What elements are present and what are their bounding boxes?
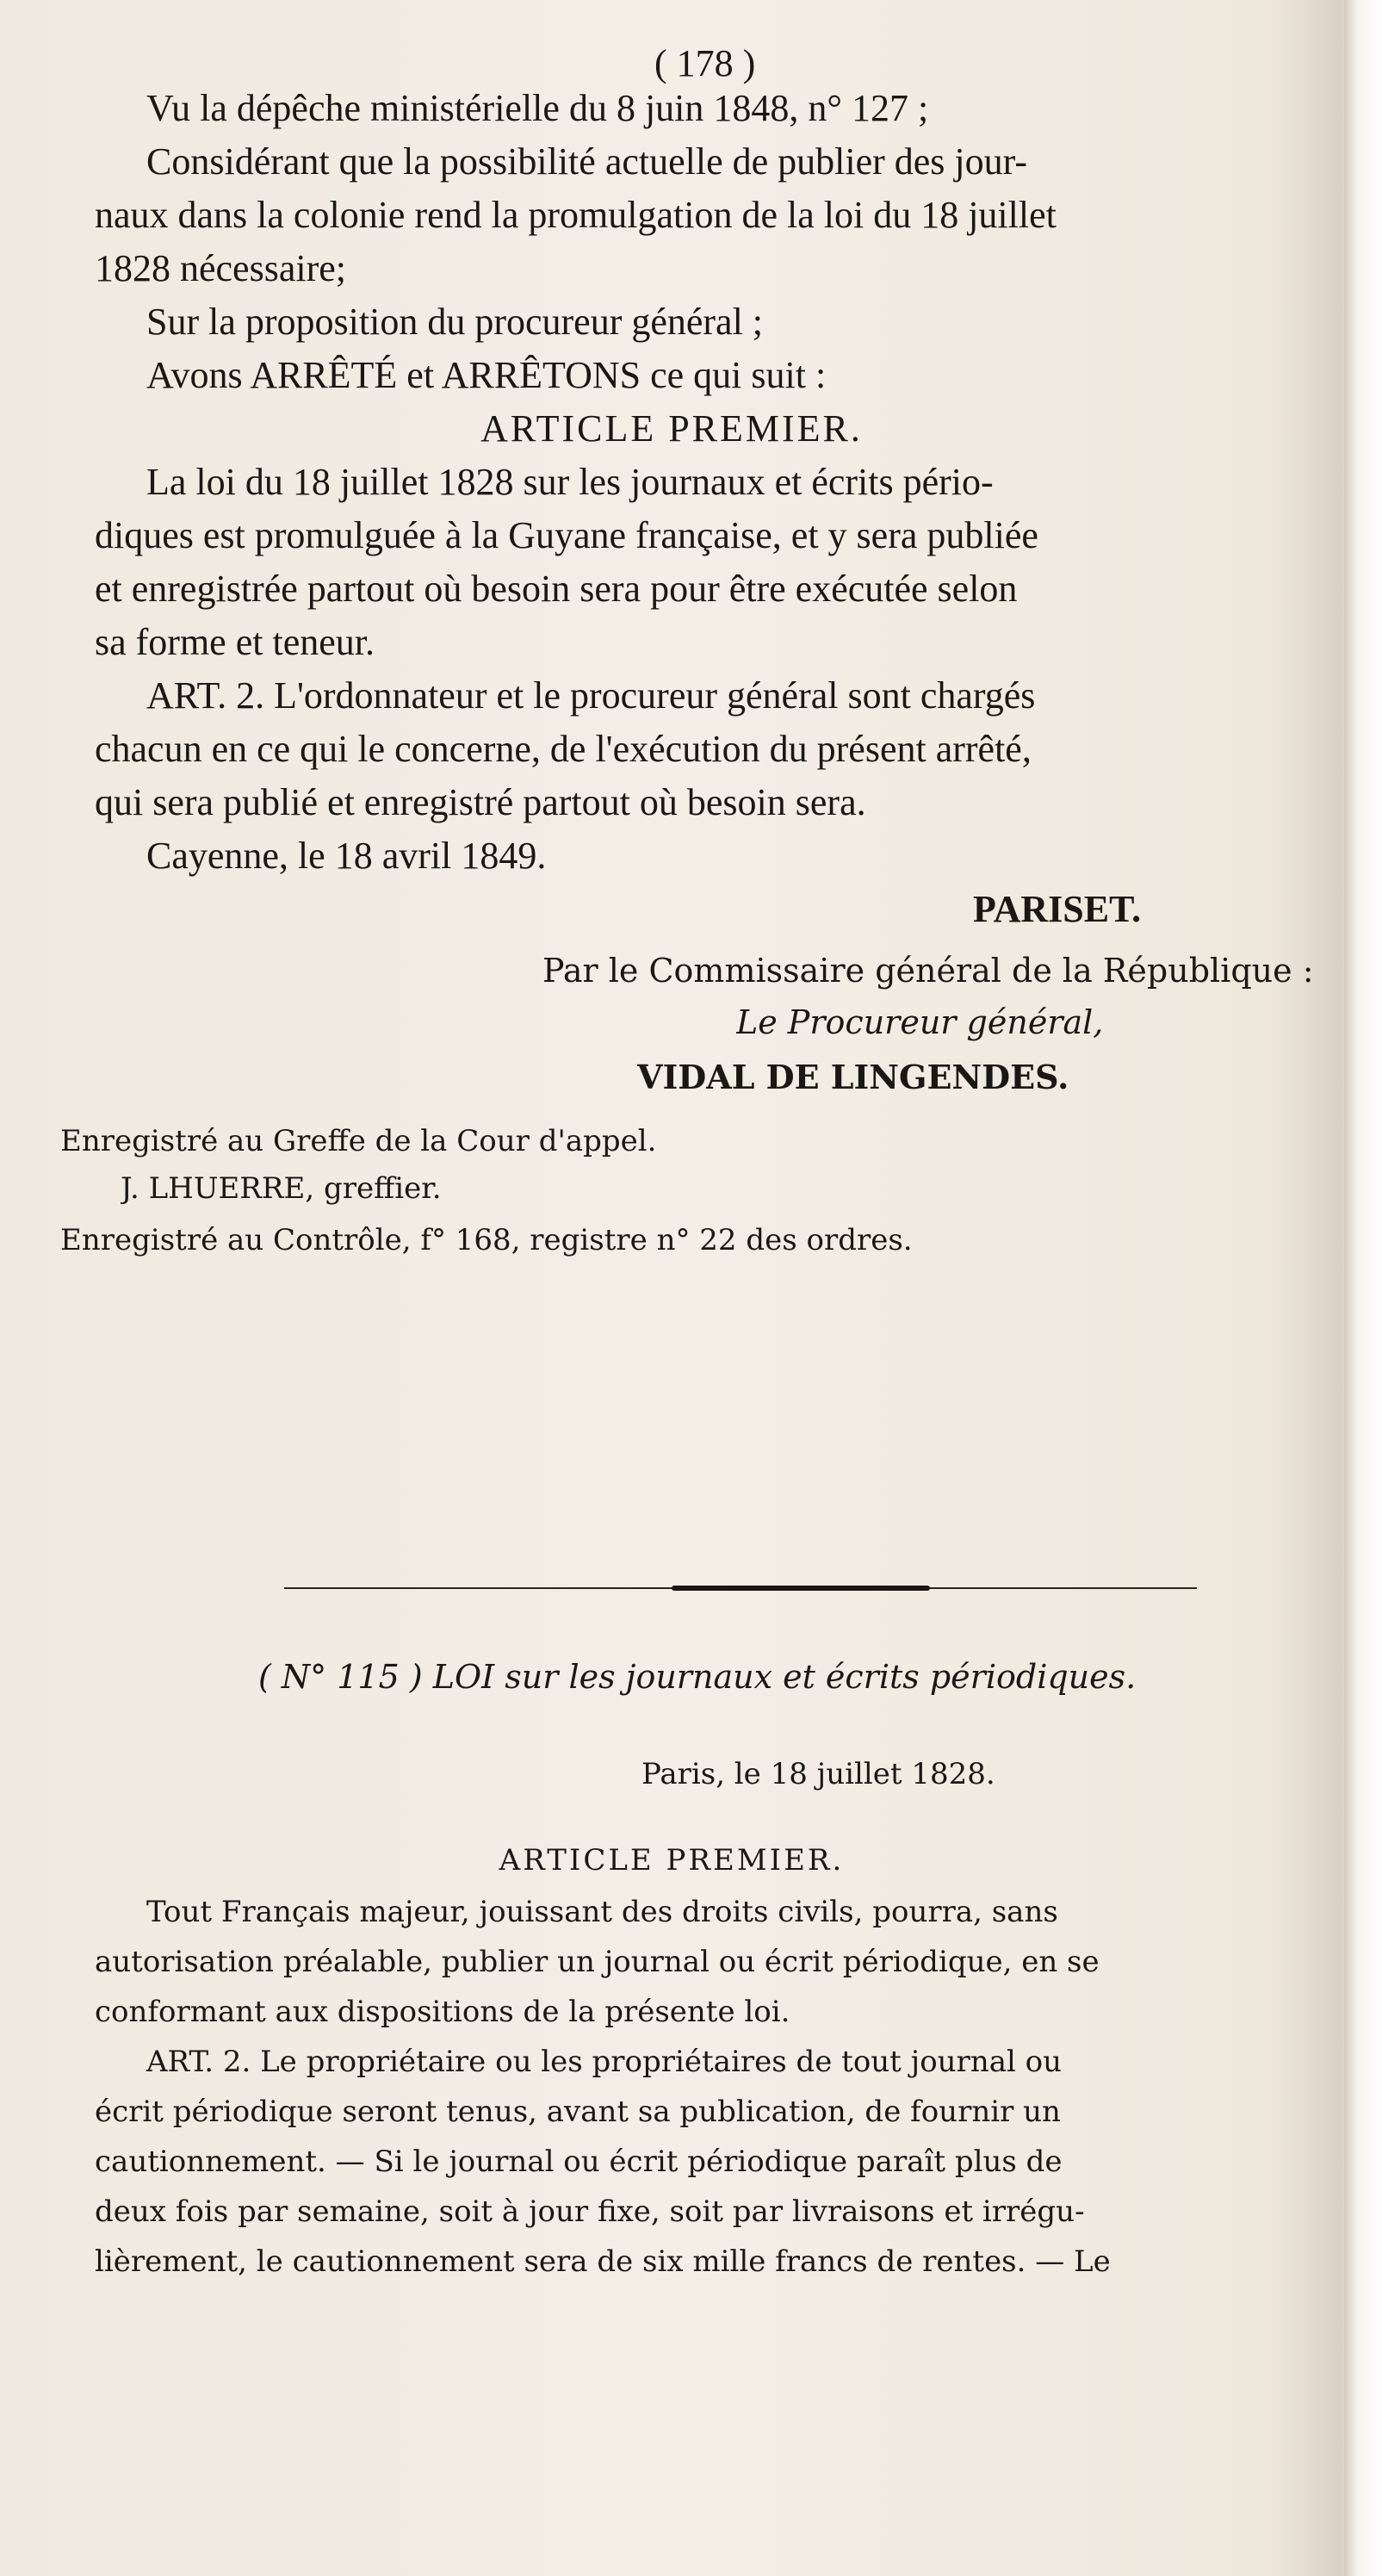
- text-line-11: sa forme et teneur.: [95, 621, 375, 663]
- text-line-13: chacun en ce qui le concerne, de l'exécution du présent arrêté,: [95, 728, 1032, 770]
- signature-vidal: VIDAL DE LINGENDES.: [637, 1058, 1069, 1096]
- law-date: Paris, le 18 juillet 1828.: [641, 1757, 995, 1791]
- date-line: Cayenne, le 18 avril 1849.: [146, 835, 547, 877]
- text-enregistre-controle: Enregistré au Contrôle, f° 168, registre n° 22 des ordres.: [60, 1223, 913, 1257]
- text-line-12: ART. 2. L'ordonnateur et le procureur général sont chargés: [146, 674, 1036, 717]
- page-number: ( 178 ): [654, 42, 756, 84]
- law-line-1: Tout Français majeur, jouissant des droits civils, pourra, sans: [146, 1895, 1058, 1929]
- text-line-10: et enregistrée partout où besoin sera pour être exécutée selon: [95, 568, 1018, 610]
- text-line-6: Avons ARRÊTÉ et ARRÊTONS ce qui suit :: [146, 354, 827, 396]
- law-line-3: conformant aux dispositions de la présente loi.: [95, 1995, 790, 2029]
- text-line-2: Considérant que la possibilité actuelle de publier des jour-: [146, 140, 1028, 183]
- law-article-heading: ARTICLE PREMIER.: [499, 1843, 845, 1878]
- text-line-9: diques est promulguée à la Guyane française, et y sera publiée: [95, 514, 1038, 556]
- text-line-1: Vu la dépêche ministérielle du 8 juin 1848, n° 127 ;: [146, 87, 929, 129]
- text-line-3: naux dans la colonie rend la promulgation de la loi du 18 juillet: [95, 194, 1057, 236]
- section-divider-bold: [672, 1586, 930, 1591]
- law-line-7: deux fois par semaine, soit à jour fixe, soit par livraisons et irrégu-: [95, 2194, 1085, 2229]
- text-lhuerre: J. LHUERRE, greffier.: [121, 1171, 442, 1206]
- text-procureur: Le Procureur général,: [736, 1003, 1104, 1041]
- text-commissaire: Par le Commissaire général de la République :: [542, 952, 1314, 990]
- text-line-8: La loi du 18 juillet 1828 sur les journaux et écrits pério-: [146, 461, 994, 503]
- law-line-8: lièrement, le cautionnement sera de six mille francs de rentes. — Le: [95, 2244, 1111, 2279]
- signature-pariset: PARISET.: [973, 888, 1142, 930]
- text-line-14: qui sera publié et enregistré partout où besoin sera.: [95, 781, 866, 823]
- law-line-4: ART. 2. Le propriétaire ou les propriétaires de tout journal ou: [146, 2045, 1063, 2079]
- law-line-2: autorisation préalable, publier un journal ou écrit périodique, en se: [95, 1945, 1100, 1979]
- law-line-5: écrit périodique seront tenus, avant sa publication, de fournir un: [95, 2095, 1061, 2129]
- text-line-4: 1828 nécessaire;: [95, 247, 346, 289]
- law-heading: ( N° 115 ) LOI sur les journaux et écrits périodiques.: [258, 1658, 1137, 1696]
- article-heading: ARTICLE PREMIER.: [480, 407, 863, 450]
- text-line-5: Sur la proposition du procureur général ;: [146, 301, 764, 343]
- law-line-6: cautionnement. — Si le journal ou écrit périodique paraît plus de: [95, 2145, 1063, 2179]
- text-enregistre-greffe: Enregistré au Greffe de la Cour d'appel.: [60, 1124, 657, 1158]
